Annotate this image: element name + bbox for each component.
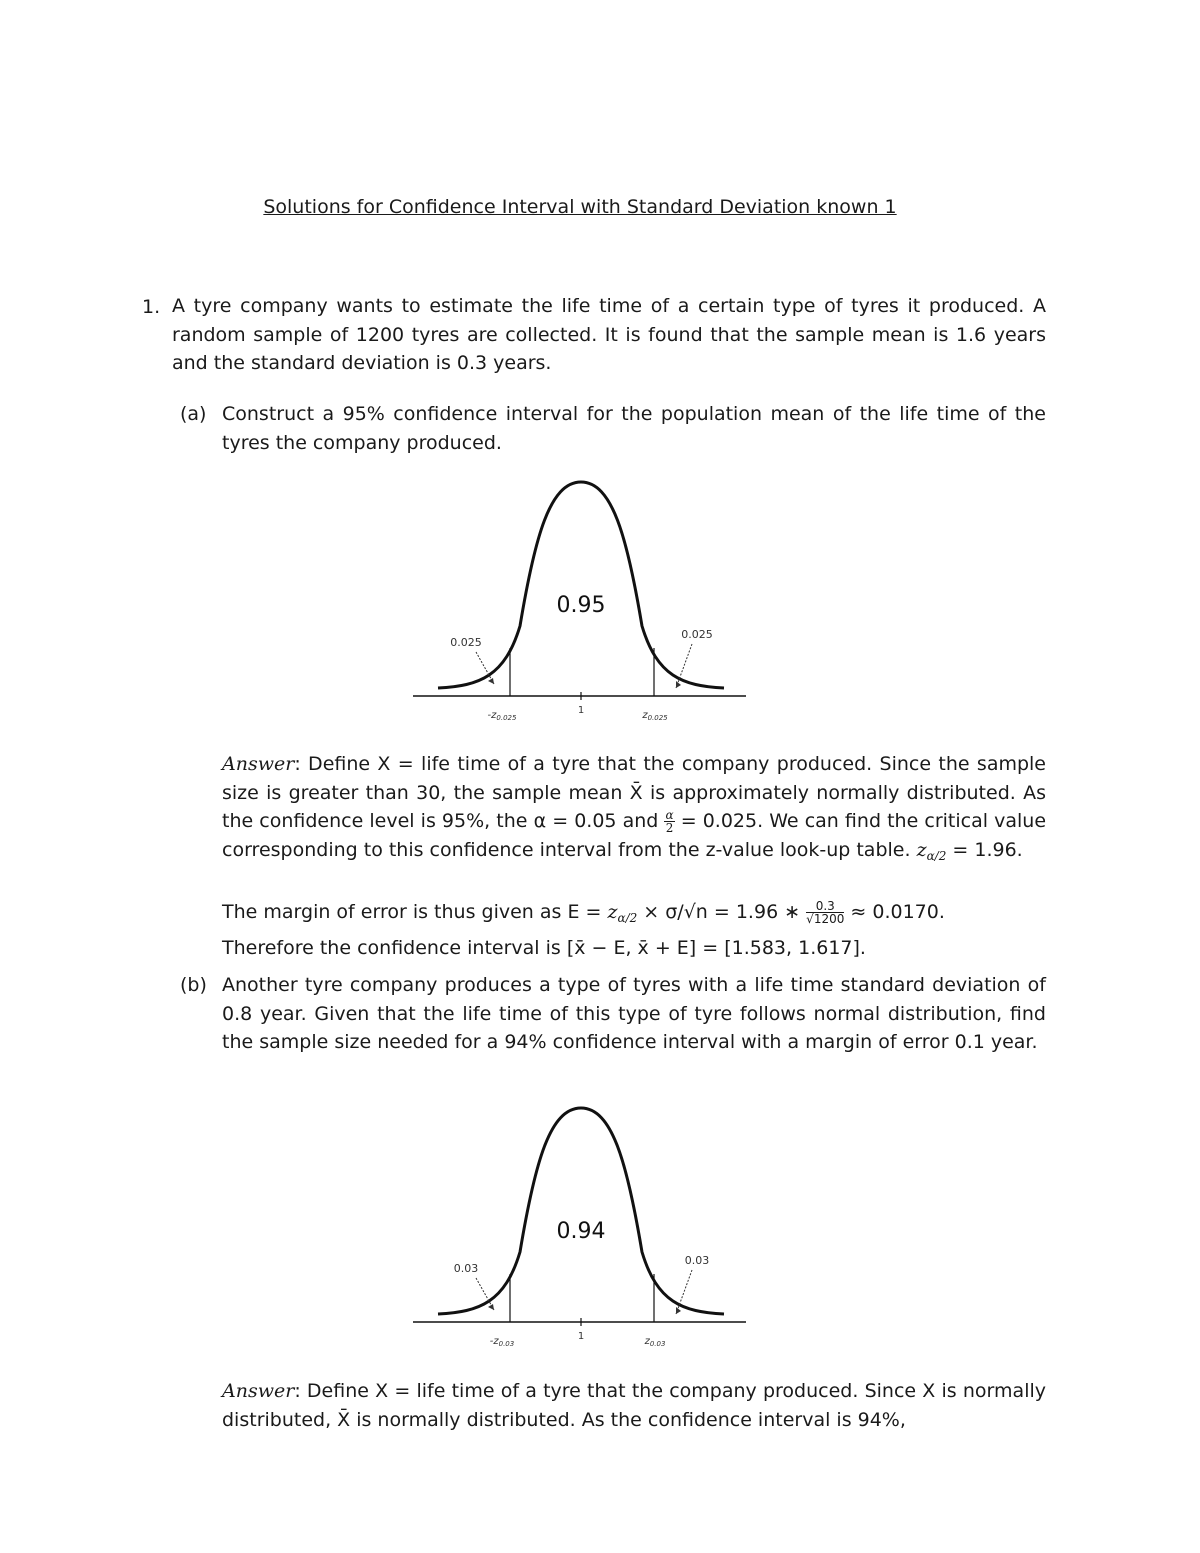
center-area-label-b: 0.94 bbox=[556, 1219, 606, 1244]
part-a-question: Construct a 95% confidence interval for the population mean of the life time of the tyres the company produced. bbox=[222, 403, 1046, 454]
left-tail-label-b: 0.03 bbox=[453, 1262, 479, 1275]
critical-value: = 1.96. bbox=[952, 838, 1023, 861]
bell-curve-b bbox=[410, 1102, 750, 1352]
margin-of-error-line: The margin of error is thus given as $E = z_{\alpha/2} \times \sigma/√n = 1.96$ ∗ $\frac{0.3}{√1200}$ ≈ 0.0170. bbox=[222, 899, 945, 926]
critical-symbol: $z_{\alpha/2}$ bbox=[916, 838, 947, 863]
center-area-label-a: 0.95 bbox=[556, 593, 606, 618]
answer-b-label: Answer bbox=[222, 1380, 295, 1402]
right-tail-label-b: 0.03 bbox=[684, 1254, 710, 1267]
part-a-label: (a) bbox=[180, 403, 207, 425]
normal-curve-figure-a bbox=[410, 476, 750, 731]
mean-label-b: 1 bbox=[577, 1331, 585, 1342]
page-title: Solutions for Confidence Interval with Standard Deviation known 1 bbox=[263, 196, 897, 218]
margin-fraction: $\frac{0.3}{√1200}$ bbox=[806, 899, 845, 926]
answer-a-paragraph bbox=[222, 750, 1046, 870]
bell-curve-a bbox=[410, 476, 750, 726]
answer-a-text-2: = 0.025. We can find the critical value corresponding to this confidence interval from the z-value look-up table. bbox=[222, 810, 1047, 861]
left-tail-label-a: 0.025 bbox=[450, 636, 482, 649]
margin-intro: The margin of error is thus given as E = bbox=[222, 901, 602, 923]
answer-b-text: : Define X = life time of a tyre that the company produced. Since X is normally distributed, X̄ is normally distributed. As the confidence interval is 94%, bbox=[222, 1380, 1046, 1431]
problem-number: 1. bbox=[142, 296, 161, 318]
right-z-label-b: $z_{0.03}$ bbox=[644, 1336, 666, 1348]
density-curve-b bbox=[438, 1108, 724, 1314]
answer-a-text: : Define X = life time of a tyre that the company produced. Since the sample size is greater than 30, the sample mean X̄ is approximately normally distributed. As the confidence level is 95%, the α = 0.05 and bbox=[222, 753, 1046, 832]
left-z-label-b: $-z_{0.03}$ bbox=[489, 1336, 515, 1348]
right-z-label-a: $z_{0.025}$ bbox=[642, 710, 668, 722]
answer-a-label: Answer bbox=[222, 753, 295, 775]
margin-end: ≈ 0.0170. bbox=[850, 901, 945, 923]
normal-curve-figure-b bbox=[410, 1102, 750, 1357]
mean-label-a: 1 bbox=[577, 705, 585, 716]
right-tail-label-a: 0.025 bbox=[681, 628, 713, 641]
part-b-label: (b) bbox=[180, 974, 207, 996]
margin-mid: × σ/√n = 1.96 ∗ bbox=[643, 901, 801, 923]
density-curve-a bbox=[438, 482, 724, 688]
problem-statement: A tyre company wants to estimate the life time of a certain type of tyres it produced. A random sample of 1200 tyres are collected. It is found that the sample mean is 1.6 years and the standard deviation is 0.3 years. bbox=[172, 295, 1046, 374]
part-b-question: Another tyre company produces a type of tyres with a life time standard deviation of 0.8 year. Given that the life time of this type of tyre follows normal distribution, find the sample size needed for a 94% confidence interval with a margin of error 0.1 year. bbox=[222, 974, 1046, 1053]
alpha-over-two: $\frac{\alpha}{2}$ bbox=[665, 808, 674, 835]
left-z-label-a: $-z_{0.025}$ bbox=[487, 710, 517, 722]
answer-b-paragraph bbox=[222, 1377, 1046, 1434]
confidence-interval-result: Therefore the confidence interval is [x̄ − E, x̄ + E] = [1.583, 1.617]. bbox=[222, 937, 866, 959]
